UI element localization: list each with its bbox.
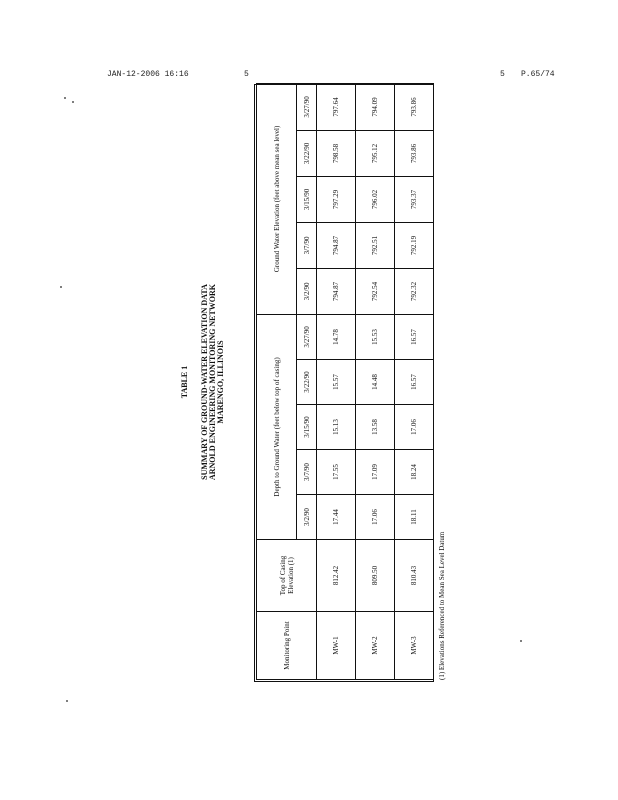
casing-elevation-cell: 812.42 — [317, 540, 356, 612]
table-location: MARENGO, ILLINOIS — [216, 340, 225, 424]
table-title: SUMMARY OF GROUND-WATER ELEVATION DATA — [200, 284, 209, 480]
fax-header — [0, 70, 618, 84]
scan-speck — [60, 286, 62, 288]
monitoring-point-cell: MW-1 — [317, 612, 356, 680]
rotated-table-page — [138, 84, 482, 680]
date-header: 3/2/90 — [297, 268, 317, 314]
header-top-of-casing: Top of Casing Elevation (1) — [257, 540, 317, 612]
fax-date-time: JAN-12-2006 16:16 — [107, 70, 189, 79]
depth-cell: 17.44 — [317, 495, 356, 540]
elevation-cell: 798.58 — [317, 130, 356, 176]
date-header: 3/2/90 — [297, 495, 317, 540]
table-subtitle: ARNOLD ENGINEERING MONITORING NETWORK — [208, 283, 217, 481]
elevation-cell: 792.51 — [356, 222, 395, 268]
elevation-cell: 794.87 — [317, 222, 356, 268]
depth-cell: 17.06 — [356, 495, 395, 540]
elevation-cell: 795.12 — [356, 130, 395, 176]
depth-cell: 18.11 — [395, 495, 434, 540]
depth-cell: 14.78 — [317, 314, 356, 359]
depth-cell: 15.57 — [317, 360, 356, 405]
depth-cell: 17.06 — [395, 405, 434, 450]
date-header: 3/15/90 — [297, 176, 317, 222]
header-depth-group: Depth to Ground Water (feet below top of casing) — [257, 314, 297, 539]
date-header: 3/22/90 — [297, 130, 317, 176]
table-label: TABLE 1 — [180, 365, 189, 399]
elevation-cell: 797.29 — [317, 176, 356, 222]
date-header: 3/15/90 — [297, 405, 317, 450]
elevation-cell: 792.32 — [395, 268, 434, 314]
elevation-cell: 793.86 — [395, 130, 434, 176]
monitoring-point-cell: MW-3 — [395, 612, 434, 680]
fax-page-number: P.65/74 — [521, 70, 555, 79]
date-header: 3/7/90 — [297, 450, 317, 495]
depth-cell: 15.53 — [356, 314, 395, 359]
elevation-cell: 793.86 — [395, 83, 434, 130]
table-row — [395, 83, 434, 679]
date-header: 3/22/90 — [297, 360, 317, 405]
casing-elevation-cell: 810.43 — [395, 540, 434, 612]
depth-cell: 14.48 — [356, 360, 395, 405]
date-header: 3/27/90 — [297, 83, 317, 130]
table-row — [317, 83, 356, 679]
scan-speck — [72, 101, 74, 103]
monitoring-point-cell: MW-2 — [356, 612, 395, 680]
table-footnote: (1) Elevations Referenced to Mean Sea Level Datum — [438, 531, 446, 680]
depth-cell: 17.55 — [317, 450, 356, 495]
elevation-cell: 793.37 — [395, 176, 434, 222]
depth-cell: 17.09 — [356, 450, 395, 495]
elevation-cell: 794.87 — [317, 268, 356, 314]
scan-speck — [64, 97, 66, 99]
depth-cell: 16.57 — [395, 360, 434, 405]
depth-cell: 13.58 — [356, 405, 395, 450]
elevation-cell: 797.64 — [317, 83, 356, 130]
ground-water-table — [256, 83, 434, 680]
depth-cell: 15.13 — [317, 405, 356, 450]
depth-cell: 18.24 — [395, 450, 434, 495]
scan-speck — [66, 700, 68, 702]
fax-sender-mark: 5 — [244, 70, 249, 79]
header-elevation-group: Ground Water Elevation (feet above mean sea level) — [257, 83, 297, 314]
elevation-cell: 794.09 — [356, 83, 395, 130]
table-row — [356, 83, 395, 679]
elevation-cell: 796.02 — [356, 176, 395, 222]
date-header: 3/27/90 — [297, 314, 317, 359]
fax-page-mark: 5 — [500, 70, 505, 79]
casing-elevation-cell: 809.50 — [356, 540, 395, 612]
depth-cell: 16.57 — [395, 314, 434, 359]
elevation-cell: 792.19 — [395, 222, 434, 268]
elevation-cell: 792.54 — [356, 268, 395, 314]
header-monitoring-point: Monitoring Point — [257, 612, 317, 680]
scan-speck — [520, 640, 522, 642]
date-header: 3/7/90 — [297, 222, 317, 268]
